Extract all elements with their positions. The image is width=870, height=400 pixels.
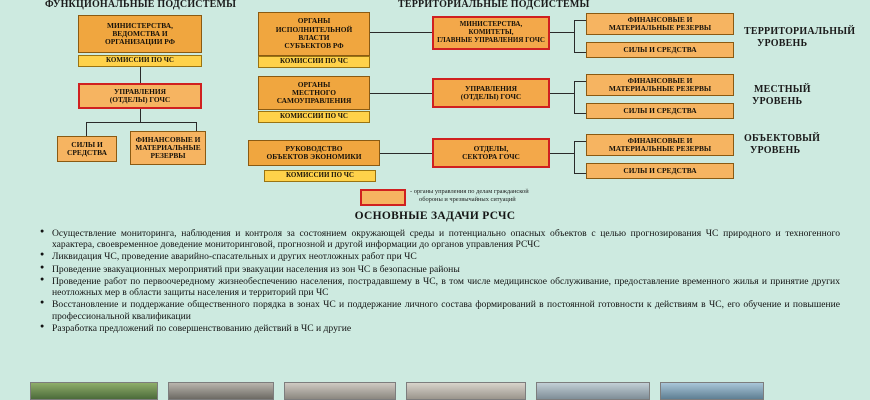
box-exec-power-subjects: ОРГАНЫ ИСПОЛНИТЕЛЬНОЙ ВЛАСТИ СУБЪЕКТОВ РФ — [258, 12, 370, 56]
box-forces-means-functional: СИЛЫ И СРЕДСТВА — [57, 136, 117, 162]
task-item: ● Разработка предложений по совершенствованию действий в ЧС и другие — [40, 323, 840, 334]
connector-dept-bracket — [86, 122, 196, 123]
box-commissions-chs-1: КОМИССИИ ПО ЧС — [78, 55, 202, 67]
header-territorial-subsystems: ТЕРРИТОРИАЛЬНЫЕ ПОДСИСТЕМЫ — [398, 0, 590, 10]
box-fin-material-reserves-object: ФИНАНСОВЫЕ И МАТЕРИАЛЬНЫЕ РЕЗЕРВЫ — [586, 134, 734, 156]
connector-gochs1-right — [550, 32, 574, 33]
photo-strip — [0, 382, 870, 400]
connector-local-to-dept — [370, 93, 432, 94]
level-label-object-line1: ОБЪЕКТОВЫЙ — [744, 133, 821, 144]
box-ministries-committees-gochs: МИНИСТЕРСТВА, КОМИТЕТЫ, ГЛАВНЫЕ УПРАВЛЕНИЯ ГОЧС — [432, 16, 550, 50]
bracket-right-1 — [574, 20, 575, 52]
photo-thumbnail — [30, 382, 158, 400]
bracket-right-3 — [574, 141, 575, 173]
connector-exec-to-ministries — [370, 32, 432, 33]
task-item: ● Ликвидация ЧС, проведение аварийно-спасательных и других неотложных работ при ЧС — [40, 251, 840, 262]
bracket-right-2-top — [574, 81, 586, 82]
box-dept-gochs-territorial: УПРАВЛЕНИЯ (ОТДЕЛЫ) ГОЧС — [432, 78, 550, 108]
bracket-right-3-top — [574, 141, 586, 142]
photo-thumbnail — [168, 382, 274, 400]
task-item: ● Восстановление и поддержание общественного порядка в зонах ЧС и поддержание личного состава формирований в постоянной готовности к действиям в ЧС, его обучение и повышение профессиональной квалификации — [40, 299, 840, 321]
box-ministries-rf: МИНИСТЕРСТВА, ВЕДОМСТВА И ОРГАНИЗАЦИИ РФ — [78, 15, 202, 53]
header-functional-subsystems: ФУНКЦИОНАЛЬНЫЕ ПОДСИСТЕМЫ — [45, 0, 237, 10]
bracket-right-2 — [574, 81, 575, 113]
box-fin-material-reserves-local: ФИНАНСОВЫЕ И МАТЕРИАЛЬНЫЕ РЕЗЕРВЫ — [586, 74, 734, 96]
box-economy-objects-management: РУКОВОДСТВО ОБЪЕКТОВ ЭКОНОМИКИ — [248, 140, 380, 166]
photo-thumbnail — [660, 382, 764, 400]
task-item: ● Осуществление мониторинга, наблюдения и контроля за состоянием окружающей среды и потенциально опасных объектов с целью прогнозирования ЧС природного и техногенного характера, своевременное доведение мониторинговой, прогнозной и другой информации до органов управления РСЧС — [40, 228, 840, 250]
box-forces-means-local: СИЛЫ И СРЕДСТВА — [586, 103, 734, 119]
box-commissions-chs-3: КОМИССИИ ПО ЧС — [258, 111, 370, 123]
box-commissions-chs-4: КОМИССИИ ПО ЧС — [264, 170, 376, 182]
tasks-list — [40, 228, 840, 335]
level-label-local-line2: УРОВЕНЬ — [752, 96, 803, 107]
connector-gochs2-right — [550, 93, 574, 94]
connector-ministries-to-dept — [140, 67, 141, 83]
tasks-title: ОСНОВНЫЕ ЗАДАЧИ РСЧС — [354, 210, 516, 222]
level-label-territorial-line2: УРОВЕНЬ — [757, 38, 808, 49]
box-forces-means-territorial: СИЛЫ И СРЕДСТВА — [586, 42, 734, 58]
connector-dept-down — [140, 109, 141, 122]
bracket-right-3-bottom — [574, 173, 586, 174]
box-commissions-chs-2: КОМИССИИ ПО ЧС — [258, 56, 370, 68]
photo-thumbnail — [406, 382, 526, 400]
photo-thumbnail — [536, 382, 650, 400]
task-item: ● Проведение эвакуационных мероприятий при эвакуации населения из зон ЧС в безопасные районы — [40, 264, 840, 275]
level-label-object-line2: УРОВЕНЬ — [750, 145, 801, 156]
connector-objects-to-sectors — [380, 153, 432, 154]
box-dept-gochs-functional: УПРАВЛЕНИЯ (ОТДЕЛЫ) ГОЧС — [78, 83, 202, 109]
bracket-right-1-top — [574, 20, 586, 21]
task-item: ● Проведение работ по первоочередному жизнеобеспечению населения, пострадавшему в ЧС, в том числе медицинское обслуживание, предоставление временного жилья и принятие других неотложных мер в области защиты населения и территорий при ЧС — [40, 276, 840, 298]
bracket-right-1-bottom — [574, 52, 586, 53]
box-local-selfgovernment: ОРГАНЫ МЕСТНОГО САМОУПРАВЛЕНИЯ — [258, 76, 370, 110]
connector-gochs3-right — [550, 153, 574, 154]
legend-text-line1: - органы управления по делам гражданской — [410, 188, 529, 195]
connector-bracket-left — [86, 122, 87, 136]
box-fin-material-reserves-territorial: ФИНАНСОВЫЕ И МАТЕРИАЛЬНЫЕ РЕЗЕРВЫ — [586, 13, 734, 35]
box-fin-material-reserves-functional: ФИНАНСОВЫЕ И МАТЕРИАЛЬНЫЕ РЕЗЕРВЫ — [130, 131, 206, 165]
box-dept-sectors-gochs: ОТДЕЛЫ, СЕКТОРА ГОЧС — [432, 138, 550, 168]
legend-swatch-gochs — [360, 189, 406, 206]
level-label-territorial-line1: ТЕРРИТОРИАЛЬНЫЙ — [744, 26, 856, 37]
bracket-right-2-bottom — [574, 113, 586, 114]
level-label-local-line1: МЕСТНЫЙ — [754, 84, 811, 95]
box-forces-means-object: СИЛЫ И СРЕДСТВА — [586, 163, 734, 179]
legend-text-line2: обороны и чрезвычайных ситуаций — [419, 196, 516, 203]
photo-thumbnail — [284, 382, 396, 400]
